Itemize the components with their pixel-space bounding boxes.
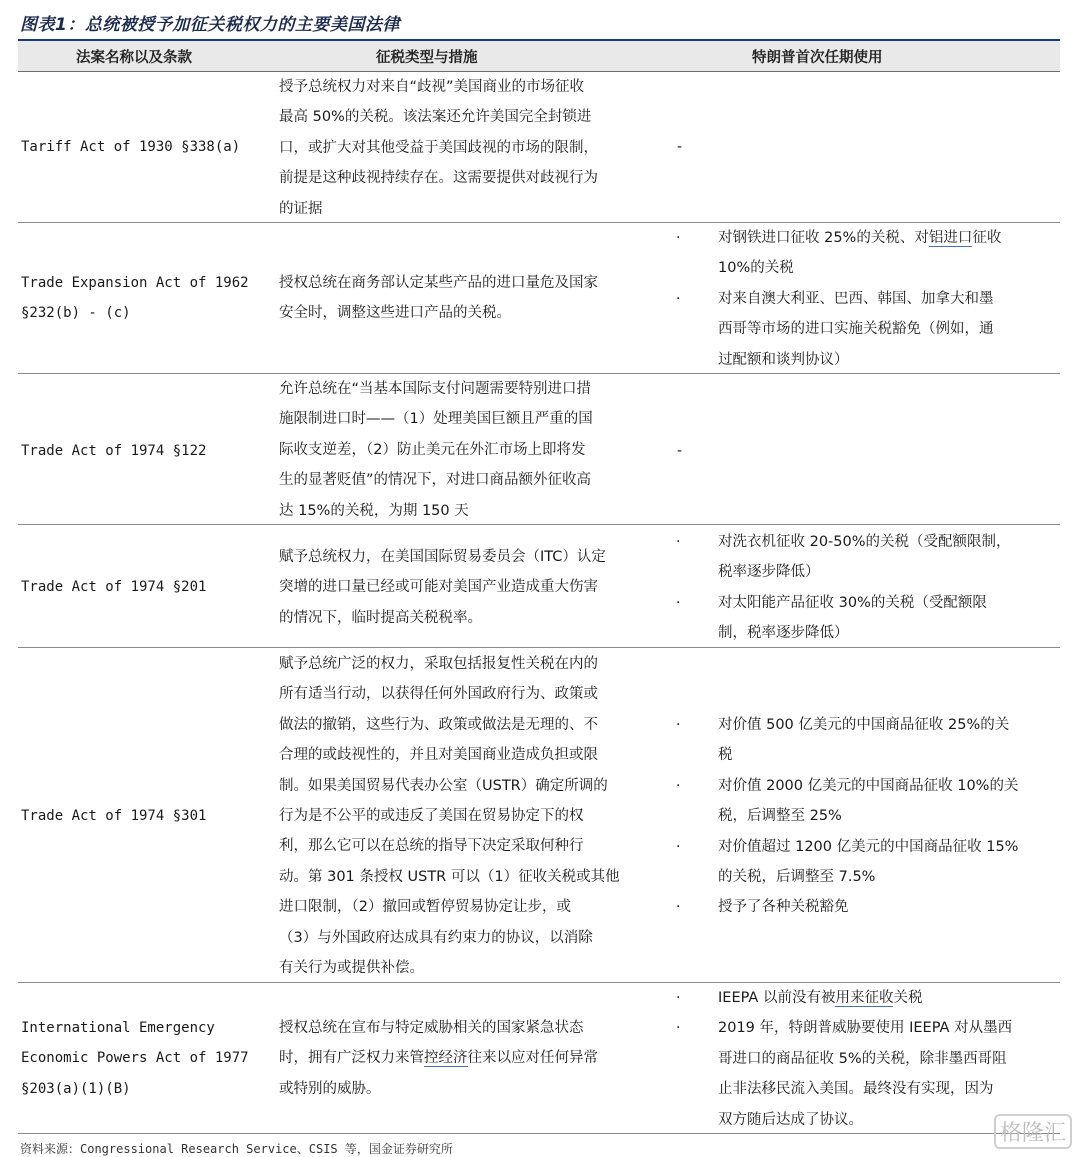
list-item: · 对钢铁进口征收 25%的关税、对铝进口征收 10%的关税 [676,230,1002,277]
law-name: International Emergency Economic Powers Act of 1977 §203(a)(1)(B) [21,1020,249,1097]
law-name: Trade Act of 1974 §301 [21,808,207,824]
list-item: · 对价值 500 亿美元的中国商品征收 25%的关 税 [676,717,1010,764]
list-item: · 2019 年，特朗普威胁要使用 IEEPA 对从墨西 哥进口的商品征收 5%的关税，除非墨西哥阻 止非法移民流入美国。最终没有实现，因为 双方随后达成了协议。 [676,1020,1013,1128]
usage-list [676,983,1060,1135]
header-usage: 特朗普首次任期使用 [752,50,883,66]
table-header [18,41,1060,72]
list-item: · IEEPA 以前没有被用来征收关税 [676,990,923,1006]
list-item: · 对价值超过 1200 亿美元的中国商品征收 15% 的关税，后调整至 7.5% [676,838,1019,886]
measure-text: 赋予总统广泛的权力，采取包括报复性关税在内的 所有适当行动，以获得任何外国政府行为、政策或 做法的撤销，这些行为、政策或做法是无理的、不 合理的或歧视性的，并且对美国商业造成负担或限 制。如果美国贸易代表办公室（USTR）确定所调的 行为是不公平的或违反了美国在贸易协定下的权 利，那么它可以在总统的指导下决定采取何种行 动。第 301 条授权 USTR 可以（1）征收关税或其他 进口限制，（2）撤回或暂停贸易协定让步，或 （3）与外国政府达成具有约束力的协议，以消除 有关行为或提供补偿。 [279,656,620,977]
list-item: · 对洗衣机征收 20-50%的关税（受配额限制， 税率逐步降低） [676,534,1011,581]
list-item: · 对太阳能产品征收 30%的关税（受配额限 制，税率逐步降低） [676,594,987,642]
usage-list [676,710,1060,923]
usage-dash: - [677,139,683,155]
measure-text: 允许总统在“当基本国际支付问题需要特别进口措 施限制进口时——（1）处理美国巨额且严重的国 际收支逆差，（2）防止美元在外汇市场上即将发 生的显著贬值”的情况下，对进口商品额外征收高 达 15%的关税，为期 150 天 [279,381,593,519]
law-name: Trade Act of 1974 §122 [21,443,207,459]
measure-text: 授权总统在宣布与特定威胁相关的国家紧急状态 时，拥有广泛权力来管控经济往来以应对任何异常 或特别的威胁。 [279,1020,598,1097]
list-item: · 对价值 2000 亿美元的中国商品征收 10%的关 税，后调整至 25% [676,777,1019,825]
law-name: Trade Expansion Act of 1962 §232(b) - (c) [21,275,249,322]
header-measure: 征税类型与措施 [376,50,478,66]
list-item: · 授予了各种关税豁免 [676,899,849,916]
measure-text: 授予总统权力对来自“歧视”美国商业的市场征收 最高 50%的关税。该法案还允许美国完全封锁进 口，或扩大对其他受益于美国歧视的市场的限制， 前提是这种歧视持续存在。这需要提供对歧视行为 的证据 [279,79,598,217]
watermark-logo: 格隆汇 [994,1114,1072,1149]
list-item: · 对来自澳大利亚、巴西、韩国、加拿大和墨 西哥等市场的进口实施关税豁免（例如，通 过配额和谈判协议） [676,290,994,368]
table-row [18,223,1060,374]
table-row [18,525,1060,648]
measure-text: 授权总统在商务部认定某些产品的进口量危及国家 安全时，调整这些进口产品的关税。 [279,275,598,322]
usage-dash: - [677,443,683,459]
table-row [18,648,1060,983]
law-name: Trade Act of 1974 §201 [21,579,207,595]
table-row [18,983,1060,1134]
table-row [18,72,1060,223]
source-note: 资料来源：Congressional Research Service、CSIS 等，国金证券研究所 [20,1142,453,1156]
table-row [18,374,1060,525]
usage-list [676,223,1060,375]
measure-text: 赋予总统权力，在美国国际贸易委员会（ITC）认定 突增的进口量已经或可能对美国产业造成重大伤害 的情况下，临时提高关税税率。 [279,549,606,626]
header-law: 法案名称以及条款 [76,50,192,66]
figure-title: 图表1：总统被授予加征关税权力的主要美国法律 [20,15,400,35]
law-name: Tariff Act of 1930 §338(a) [21,139,241,155]
usage-list [676,527,1060,649]
